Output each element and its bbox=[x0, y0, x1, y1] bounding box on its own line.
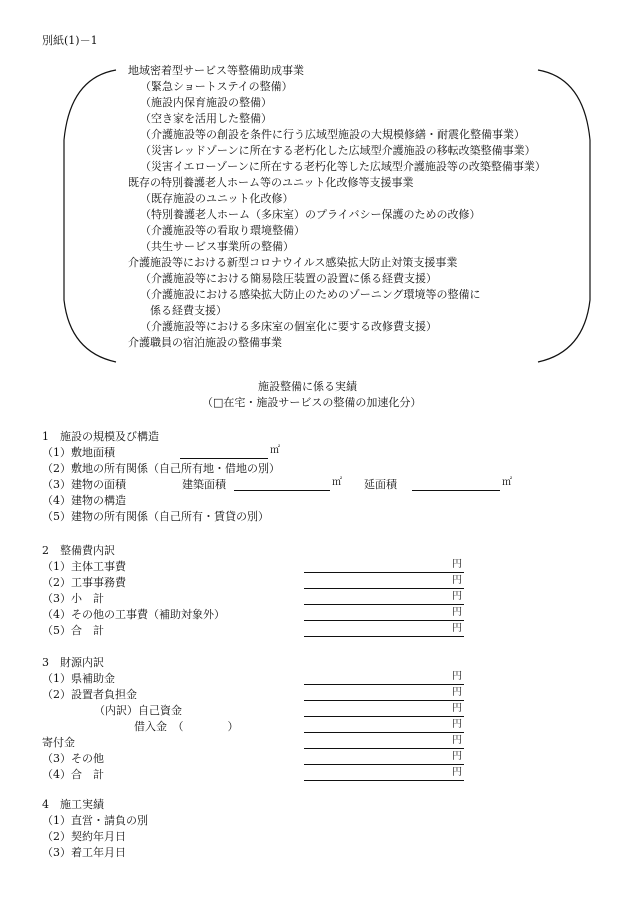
yen-unit: 円 bbox=[452, 751, 462, 762]
total-funds-field[interactable] bbox=[304, 768, 464, 781]
main-construction-cost-label: （1）主体工事費 bbox=[42, 560, 126, 573]
project-item: （介護施設等の看取り環境整備） bbox=[140, 224, 305, 237]
construction-area-field[interactable] bbox=[234, 478, 330, 491]
contract-date-label: （2）契約年月日 bbox=[42, 830, 126, 843]
donation-field[interactable] bbox=[304, 736, 464, 749]
project-item: （空き家を活用した整備） bbox=[140, 112, 272, 125]
yen-unit: 円 bbox=[452, 719, 462, 730]
prefectural-subsidy-field[interactable] bbox=[304, 672, 464, 685]
contract-type-label: （1）直営・請負の別 bbox=[42, 814, 148, 827]
project-item: 介護施設等における新型コロナウイルス感染拡大防止対策支援事業 bbox=[128, 256, 458, 269]
prefectural-subsidy-label: （1）県補助金 bbox=[42, 672, 115, 685]
total-cost-label: （5）合 計 bbox=[42, 624, 104, 637]
other-construction-cost-field[interactable] bbox=[304, 608, 464, 621]
yen-unit: 円 bbox=[452, 591, 462, 602]
construction-area-label: 建築面積 bbox=[182, 478, 226, 491]
subtotal-field[interactable] bbox=[304, 592, 464, 605]
donation-label: 寄付金 bbox=[42, 736, 75, 749]
site-area-field[interactable] bbox=[180, 446, 268, 459]
building-ownership-label: （5）建物の所有関係（自己所有・賃貸の別） bbox=[42, 510, 269, 523]
project-item: 係る経費支援） bbox=[150, 304, 227, 317]
own-funds-label: （内訳）自己資金 bbox=[94, 704, 182, 717]
site-ownership-label: （2）敷地の所有関係（自己所有地・借地の別） bbox=[42, 462, 280, 475]
document-label: 別紙(1)－1 bbox=[42, 34, 98, 47]
floor-area-label: 延面積 bbox=[364, 478, 397, 491]
construction-admin-cost-label: （2）工事事務費 bbox=[42, 576, 126, 589]
yen-unit: 円 bbox=[452, 623, 462, 634]
subtotal-label: （3）小 計 bbox=[42, 592, 104, 605]
loan-field[interactable] bbox=[304, 720, 464, 733]
project-item: （介護施設等における簡易陰圧装置の設置に係る経費支援） bbox=[140, 272, 437, 285]
project-item: （共生サービス事業所の整備） bbox=[140, 240, 294, 253]
yen-unit: 円 bbox=[452, 767, 462, 778]
project-item: （介護施設における感染拡大防止のためのゾーニング環境等の整備に bbox=[140, 288, 481, 301]
structure-label: （4）建物の構造 bbox=[42, 494, 126, 507]
yen-unit: 円 bbox=[452, 607, 462, 618]
project-item: （施設内保育施設の整備） bbox=[140, 96, 272, 109]
floor-area-unit: ㎡ bbox=[502, 477, 512, 488]
site-area-unit: ㎡ bbox=[270, 445, 280, 456]
page-subtitle: （□在宅・施設サービスの整備の加速化分） bbox=[202, 396, 422, 409]
yen-unit: 円 bbox=[452, 671, 462, 682]
project-item: （介護施設等における多床室の個室化に要する改修費支援） bbox=[140, 320, 437, 333]
project-item: （緊急ショートステイの整備） bbox=[140, 80, 293, 93]
main-construction-cost-field[interactable] bbox=[304, 560, 464, 573]
other-funds-field[interactable] bbox=[304, 752, 464, 765]
yen-unit: 円 bbox=[452, 703, 462, 714]
project-item: （災害レッドゾーンに所在する老朽化した広域型介護施設の移転改築整備事業） bbox=[140, 144, 536, 157]
total-cost-field[interactable] bbox=[304, 624, 464, 637]
project-item: 介護職員の宿泊施設の整備事業 bbox=[128, 336, 282, 349]
section4-heading: 4 施工実績 bbox=[42, 798, 104, 811]
project-item: （介護施設等の創設を条件に行う広域型施設の大規模修繕・耐震化整備事業） bbox=[140, 128, 525, 141]
project-item: （既存施設のユニット化改修） bbox=[140, 192, 294, 205]
section3-heading: 3 財源内訳 bbox=[42, 656, 104, 669]
loan-label: 借入金 （ ） bbox=[134, 720, 239, 733]
owner-contribution-field[interactable] bbox=[304, 688, 464, 701]
other-funds-label: （3）その他 bbox=[42, 752, 104, 765]
section1-heading: 1 施設の規模及び構造 bbox=[42, 430, 159, 443]
project-item: 既存の特別養護老人ホーム等のユニット化改修等支援事業 bbox=[128, 176, 414, 189]
site-area-label: （1）敷地面積 bbox=[42, 446, 115, 459]
project-item: （災害イエローゾーンに所在する老朽化等した広域型介護施設等の改築整備事業） bbox=[140, 160, 546, 173]
own-funds-field[interactable] bbox=[304, 704, 464, 717]
yen-unit: 円 bbox=[452, 575, 462, 586]
yen-unit: 円 bbox=[452, 735, 462, 746]
project-item: 地域密着型サービス等整備助成事業 bbox=[128, 64, 304, 77]
construction-admin-cost-field[interactable] bbox=[304, 576, 464, 589]
total-funds-label: （4）合 計 bbox=[42, 768, 104, 781]
section2-heading: 2 整備費内訳 bbox=[42, 544, 115, 557]
yen-unit: 円 bbox=[452, 559, 462, 570]
owner-contribution-label: （2）設置者負担金 bbox=[42, 688, 137, 701]
project-item: （特別養護老人ホーム（多床室）のプライバシー保護のための改修） bbox=[140, 208, 481, 221]
yen-unit: 円 bbox=[452, 687, 462, 698]
floor-area-field[interactable] bbox=[412, 478, 500, 491]
other-construction-cost-label: （4）その他の工事費（補助対象外） bbox=[42, 608, 225, 621]
page-title: 施設整備に係る実績 bbox=[258, 380, 357, 393]
building-area-label: （3）建物の面積 bbox=[42, 478, 126, 491]
construction-area-unit: ㎡ bbox=[332, 477, 342, 488]
start-date-label: （3）着工年月日 bbox=[42, 846, 126, 859]
